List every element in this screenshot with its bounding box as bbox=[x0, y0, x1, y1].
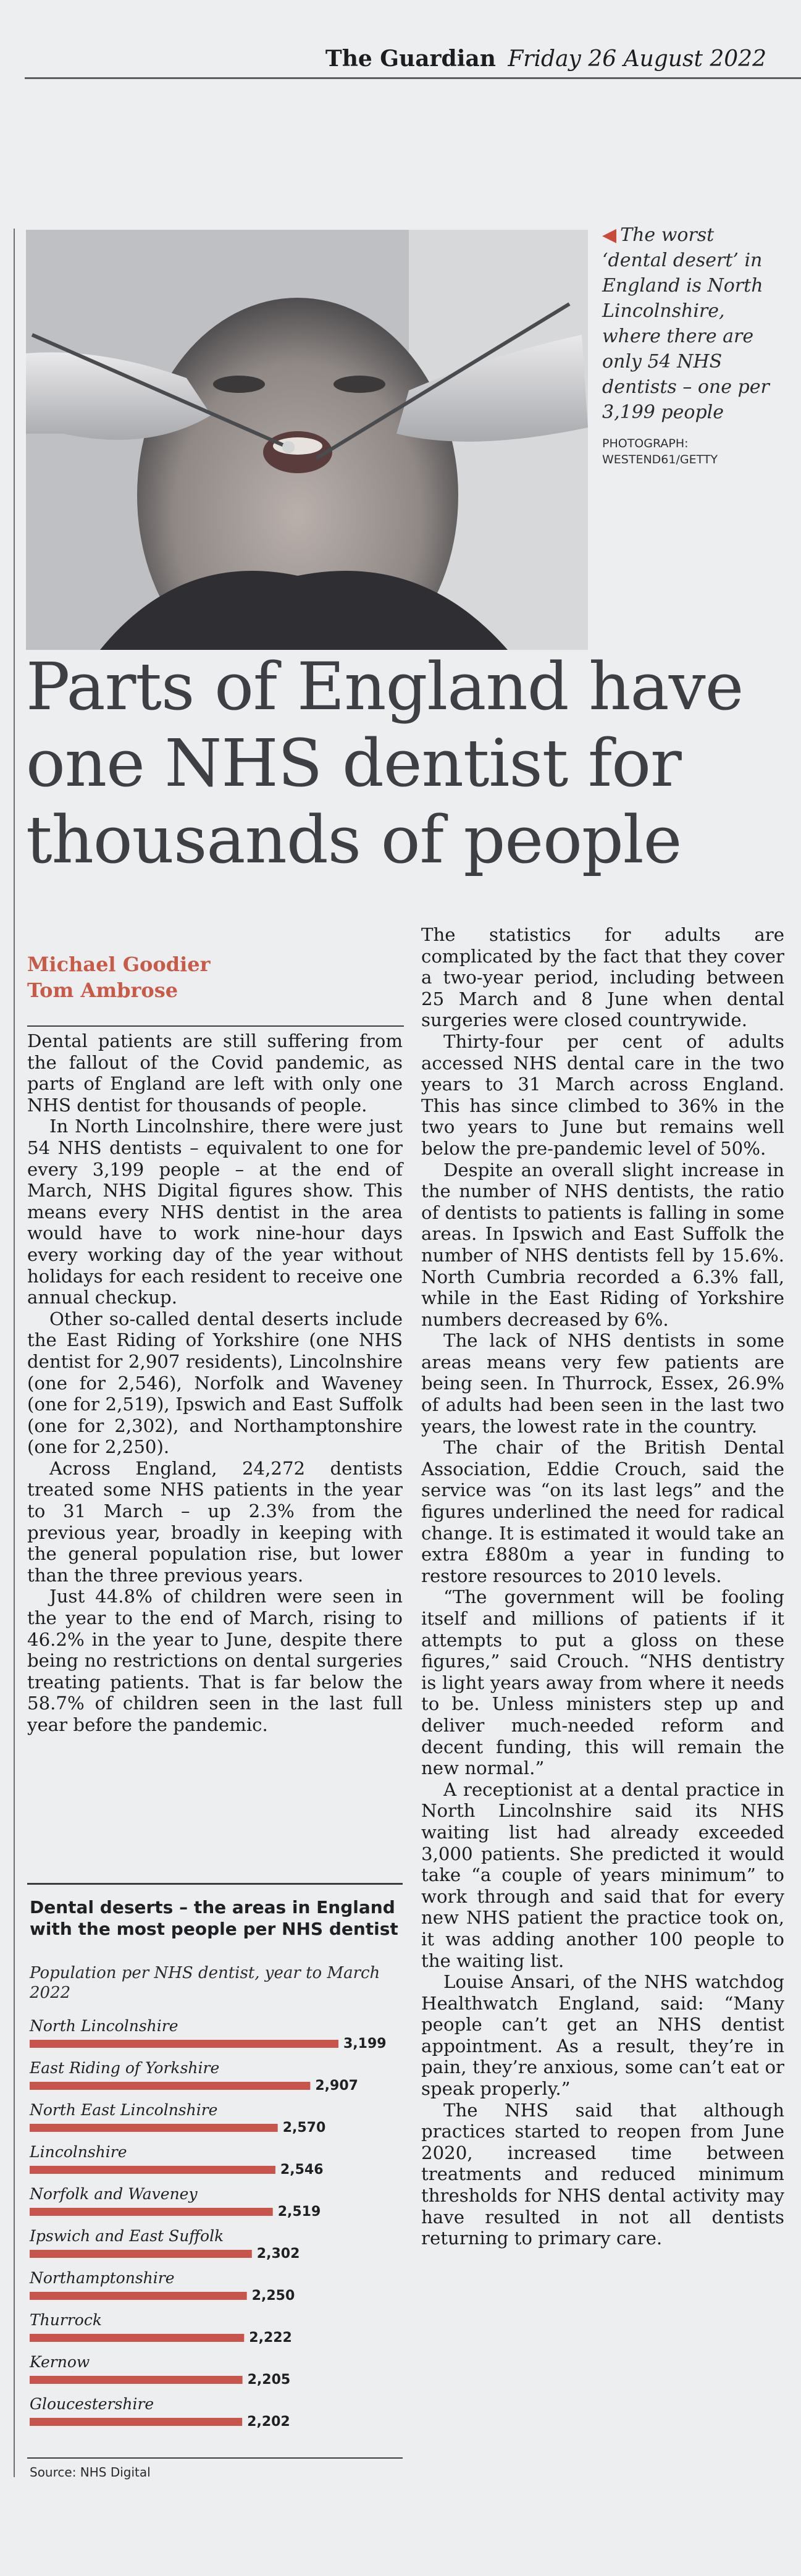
caption-arrow-icon: ◀ bbox=[602, 224, 617, 246]
byline-divider bbox=[27, 1025, 404, 1027]
headline: Parts of England have one NHS dentist for thousands of people bbox=[26, 649, 744, 878]
dental-deserts-chart bbox=[27, 1883, 403, 2488]
byline-author: Michael Goodier bbox=[27, 953, 211, 976]
chart-category-label: Norfolk and Waveney bbox=[30, 2185, 198, 2203]
chart-category-label: Kernow bbox=[30, 2353, 90, 2371]
chart-bar bbox=[30, 2418, 242, 2426]
photo-credit bbox=[602, 436, 781, 468]
chart-value-label: 2,907 bbox=[315, 2078, 358, 2094]
chart-category-label: Lincolnshire bbox=[30, 2143, 127, 2161]
column-rule bbox=[14, 229, 15, 2477]
masthead-text bbox=[325, 46, 766, 72]
chart-category-label: Northamptonshire bbox=[30, 2269, 175, 2287]
chart-bar bbox=[30, 2376, 243, 2384]
article-paragraph: The statistics for adults are complicated by the fact that they cover a two-year period, including between 25 March and 8 June when dental surgeries were closed countrywide. bbox=[421, 924, 784, 1031]
chart-bar bbox=[30, 2124, 278, 2132]
chart-bar bbox=[30, 2082, 310, 2090]
article-paragraph: A receptionist at a dental practice in North Lincolnshire said its NHS waiting list had already exceeded 3,000 patients. She predicted it would take “a couple of years minimum” to work through and said that for every new NHS patient the practice took on, it was adding another 100 people to the waiting list. bbox=[421, 1778, 784, 1971]
credit-name: WESTEND61/GETTY bbox=[602, 453, 718, 466]
chart-bar bbox=[30, 2292, 247, 2300]
article-paragraph: The NHS said that although practices started to reopen from June 2020, increased time between treatments and reduced minimum thresholds for NHS dental activity may have resulted in not all dentists returning to primary care. bbox=[421, 2099, 784, 2249]
article-paragraph: Across England, 24,272 dentists treated some NHS patients in the year to 31 March – up 2.3% from the previous year, broadly in keeping with the general population rise, but lower than the three previous years. bbox=[27, 1457, 403, 1586]
chart-bar bbox=[30, 2040, 338, 2048]
chart-bottom-rule bbox=[27, 2457, 403, 2459]
chart-value-label: 2,302 bbox=[256, 2246, 300, 2262]
chart-value-label: 2,570 bbox=[282, 2120, 326, 2136]
chart-bar bbox=[30, 2334, 244, 2342]
chart-value-label: 2,250 bbox=[251, 2288, 295, 2304]
chart-bar bbox=[30, 2208, 273, 2216]
chart-bar bbox=[30, 2166, 275, 2174]
chart-value-label: 3,199 bbox=[343, 2036, 387, 2052]
article-column-right bbox=[421, 924, 784, 2249]
masthead bbox=[25, 43, 801, 79]
dental-patient-photo-icon bbox=[26, 230, 588, 650]
chart-source: Source: NHS Digital bbox=[30, 2465, 151, 2480]
article-column-left bbox=[27, 1030, 403, 1736]
photo-illustration bbox=[26, 230, 588, 650]
article-paragraph: Louise Ansari, of the NHS watchdog Healthwatch England, said: “Many people can’t get an NHS dentist appointment. As a result, they’re in pain, they’re anxious, some can’t eat or speak properly.” bbox=[421, 1971, 784, 2100]
chart-value-label: 2,519 bbox=[277, 2204, 321, 2220]
article-paragraph: “The government will be fooling itself and millions of patients if it attempts to put a gloss on these figures,” said Crouch. “NHS dentistry is light years away from where it needs to be. Unless ministers step up and deliver much-needed reform and decent funding, this will remain the new normal.” bbox=[421, 1586, 784, 1779]
bylines bbox=[27, 951, 398, 1003]
paper-name: The Guardian bbox=[325, 46, 496, 72]
caption-text: The worst ‘dental desert’ in England is North Lincolnshire, where there are only 54 NHS dentists – one per 3,199 people bbox=[602, 224, 770, 423]
article-paragraph: The lack of NHS dentists in some areas means very few patients are being seen. In Thurrock, Essex, 26.9% of adults had been seen in the last two years, the lowest rate in the country. bbox=[421, 1330, 784, 1437]
chart-category-label: East Riding of Yorkshire bbox=[30, 2059, 220, 2077]
chart-plot bbox=[27, 2019, 403, 2457]
article-paragraph: In North Lincolnshire, there were just 54 NHS dentists – equivalent to one for every 3,199 people – at the end of March, NHS Digital figures show. This means every NHS dentist in the area would have to work nine-hour days every working day of the year without holidays for each resident to receive one annual checkup. bbox=[27, 1116, 403, 1308]
photo-caption bbox=[602, 222, 781, 425]
chart-value-label: 2,546 bbox=[280, 2162, 324, 2178]
chart-category-label: Gloucestershire bbox=[30, 2395, 154, 2413]
article-paragraph: The chair of the British Dental Association, Eddie Crouch, said the service was “on its last legs” and the figures underlined the need for radical change. It is estimated it would take an extra £880m a year in funding to restore resources to 2010 levels. bbox=[421, 1437, 784, 1586]
chart-value-label: 2,205 bbox=[247, 2372, 291, 2388]
article-paragraph: Despite an overall slight increase in the number of NHS dentists, the ratio of dentists to patients is falling in some areas. In Ipswich and East Suffolk the number of NHS dentists fell by 15.6%. North Cumbria recorded a 6.3% fall, while in the East Riding of Yorkshire numbers decreased by 6%. bbox=[421, 1159, 784, 1330]
article-paragraph: Dental patients are still suffering from the fallout of the Covid pandemic, as parts of England are left with only one NHS dentist for thousands of people. bbox=[27, 1030, 403, 1116]
chart-value-label: 2,202 bbox=[247, 2414, 290, 2430]
chart-top-rule bbox=[27, 1883, 403, 1885]
article-paragraph: Thirty-four per cent of adults accessed NHS dental care in the two years to 31 March across England. This has since climbed to 36% in the two years to June but remains well below the pre-pandemic level of 50%. bbox=[421, 1030, 784, 1159]
chart-bar bbox=[30, 2250, 252, 2258]
credit-label: PHOTOGRAPH: bbox=[602, 437, 689, 450]
article-paragraph: Just 44.8% of children were seen in the year to the end of March, rising to 46.2% in the year to June, despite there being no restrictions on dental surgeries treating patients. That is far below the 58.7% of children seen in the last full year before the pandemic. bbox=[27, 1586, 403, 1735]
chart-category-label: North Lincolnshire bbox=[30, 2019, 178, 2035]
article-paragraph: Other so-called dental deserts include the East Riding of Yorkshire (one NHS dentist for 2,907 residents), Lincolnshire (one for 2,546), Norfolk and Waveney (one for 2,519), Ipswich and East Suffolk (one for 2,302), and Northamptonshire (one for 2,250). bbox=[27, 1308, 403, 1458]
issue-date: Friday 26 August 2022 bbox=[508, 46, 766, 72]
chart-value-label: 2,222 bbox=[249, 2330, 292, 2346]
byline-author: Tom Ambrose bbox=[27, 979, 178, 1002]
chart-category-label: North East Lincolnshire bbox=[30, 2101, 218, 2119]
chart-category-label: Thurrock bbox=[30, 2311, 102, 2329]
chart-title: Dental deserts – the areas in England with the most people per NHS dentist bbox=[30, 1897, 398, 1939]
chart-subtitle: Population per NHS dentist, year to March 2022 bbox=[30, 1964, 380, 2002]
chart-category-label: Ipswich and East Suffolk bbox=[30, 2227, 224, 2245]
